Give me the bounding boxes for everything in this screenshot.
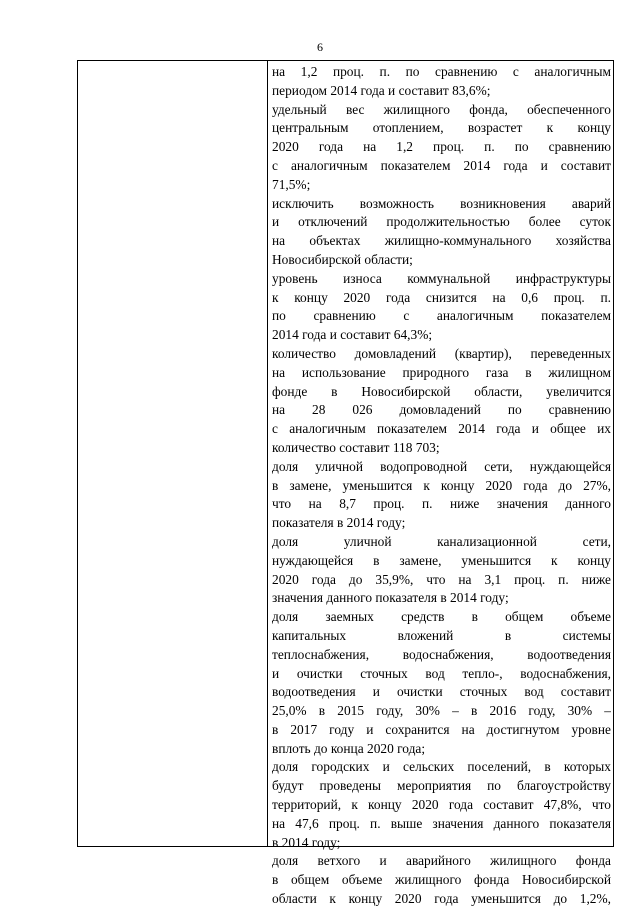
- text-line: доля заемных средств в общем объеме: [272, 609, 611, 625]
- text-line: и отключений продолжительностью более суток: [272, 214, 611, 230]
- page-number: 6: [317, 40, 323, 54]
- text-line: на 1,2 проц. п. по сравнению с аналогичным: [272, 64, 611, 79]
- table-left-cell-empty: [78, 61, 268, 846]
- text-line: водоотведения и очистки сточных вод составит: [272, 684, 611, 700]
- text-line: количество домовладений (квартир), переведенных: [272, 345, 611, 361]
- text-line: области к концу 2020 года уменьшится до 1,2%,: [272, 891, 611, 907]
- text-line: показателя в 2014 году;: [272, 515, 406, 531]
- text-line: капитальных вложений в системы: [272, 627, 611, 643]
- text-line: по сравнению с аналогичным показателем: [272, 308, 611, 324]
- text-line: доля уличной водопроводной сети, нуждающейся: [272, 458, 611, 474]
- text-line: к концу 2020 года снизится на 0,6 проц. п.: [272, 289, 611, 305]
- text-line: фонде в Новосибирской области, увеличится: [272, 383, 611, 399]
- text-line: количество составит 118 703;: [272, 439, 440, 455]
- text-line: центральным отоплением, возрастет к концу: [272, 120, 611, 136]
- text-line: 2020 года до 35,9%, что на 3,1 проц. п. ниже: [272, 571, 611, 587]
- text-line: на 47,6 проц. п. выше значения данного показателя: [272, 815, 611, 831]
- text-line: с аналогичным показателем 2014 года и общее их: [272, 421, 611, 437]
- text-line: территорий, к концу 2020 года составит 47,8%, что: [272, 797, 611, 813]
- text-line: исключить возможность возникновения аварий: [272, 195, 611, 211]
- text-line: вплоть до конца 2020 года;: [272, 740, 426, 756]
- text-line: что на 8,7 проц. п. ниже значения данного: [272, 496, 611, 512]
- document-table: [77, 60, 614, 907]
- text-line: в общем объеме жилищного фонда Новосибирской: [272, 872, 611, 888]
- text-line: доля уличной канализационной сети,: [272, 533, 611, 549]
- text-line: с аналогичным показателем 2014 года и составит: [272, 157, 611, 173]
- text-line: на объектах жилищно-коммунального хозяйства: [272, 233, 611, 249]
- text-line: периодом 2014 года и составит 83,6%;: [272, 82, 491, 98]
- text-line: уровень износа коммунальной инфраструктуры: [272, 270, 611, 286]
- text-line: в замене, уменьшится к концу 2020 года до 27%,: [272, 477, 611, 493]
- text-line: будут проведены мероприятия по благоустройству: [272, 778, 611, 794]
- text-line: 71,5%;: [272, 176, 311, 192]
- text-line: теплоснабжения, водоснабжения, водоотведения: [272, 646, 611, 662]
- text-line: доля ветхого и аварийного жилищного фонда: [272, 853, 611, 869]
- text-line: на 28 026 домовладений по сравнению: [272, 402, 611, 418]
- text-line: и очистки сточных вод тепло-, водоснабжения,: [272, 665, 611, 681]
- text-line: удельный вес жилищного фонда, обеспеченного: [272, 101, 611, 117]
- text-line: Новосибирской области;: [272, 251, 413, 267]
- text-line: на использование природного газа в жилищном: [272, 364, 611, 380]
- text-line: значения данного показателя в 2014 году;: [272, 590, 509, 606]
- text-line: 2014 года и составит 64,3%;: [272, 327, 433, 343]
- table-right-cell-text: [268, 61, 615, 907]
- text-line: 2020 года на 1,2 проц. п. по сравнению: [272, 139, 611, 155]
- text-line: доля городских и сельских поселений, в которых: [272, 759, 611, 775]
- text-line: 25,0% в 2015 году, 30% – в 2016 году, 30% –: [272, 703, 611, 719]
- text-line: в 2017 году и сохранится на достигнутом уровне: [272, 721, 611, 737]
- text-line: в 2014 году;: [272, 834, 341, 850]
- text-line: нуждающейся в замене, уменьшится к концу: [272, 552, 611, 568]
